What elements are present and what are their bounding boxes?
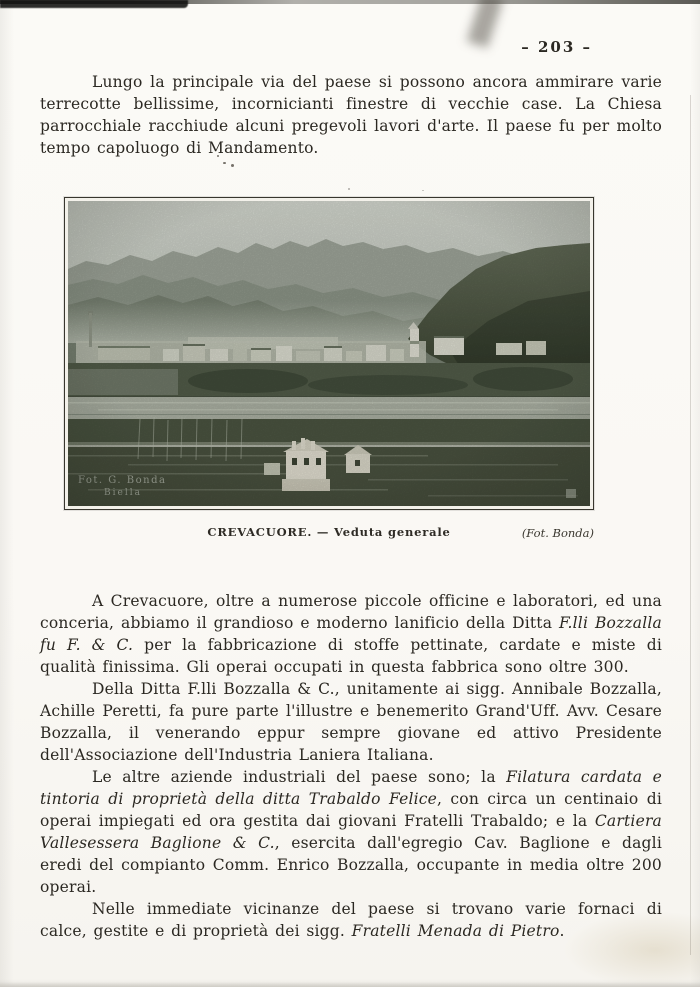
dust-speck (422, 190, 424, 191)
paragraph-run-italic: F.lli Bozzalla fu F. & C. (40, 614, 662, 654)
intro-paragraph-block (40, 71, 662, 159)
photo-frame (64, 197, 594, 510)
figure-caption-title: CREVACUORE. — Veduta generale (207, 525, 451, 539)
paragraph (40, 678, 662, 766)
paragraph-run-italic: Cartiera Vallesessera Baglione & C. (40, 812, 662, 852)
paragraph-run: per la fabbricazione di stoffe pettinate, cardate e miste di qualità finissima. Gli operai occupati in questa fabbrica sono oltre 300. (40, 636, 662, 676)
paragraph-run: Nelle immediate vicinanze del paese si trovano varie fornaci di calce, gestite e di proprietà dei sigg. (40, 900, 662, 940)
photo-grain (68, 201, 590, 506)
paragraph-run: , esercita dall'egregio Cav. Baglione e dagli eredi del compianto Comm. Enrico Bozzalla, occupante in media oltre 200 operai. (40, 834, 662, 896)
paragraph-run: , con circa un centinaio di operai impiegati ed ora gestita dai giovani Fratelli Trabaldo; e la (40, 790, 662, 830)
dust-speck (348, 188, 350, 190)
paragraph-run-italic: Filatura cardata e tintoria di proprietà della ditta Trabaldo Felice (40, 768, 662, 808)
paragraph (40, 766, 662, 898)
ink-speck (231, 164, 234, 167)
paragraph-run: A Crevacuore, oltre a numerose piccole officine e laboratori, ed una conceria, abbiamo il grandioso e moderno lanificio della Ditta (40, 592, 662, 632)
scan-edge-top-left (0, 0, 188, 8)
paragraph (40, 590, 662, 678)
paragraph-run: Della Ditta F.lli Bozzalla & C., unitamente ai sigg. Annibale Bozzalla, Achille Peretti, fa pure parte l'illustre e benemerito Grand'Uff. Avv. Cesare Bozzalla, il venerando eppur sempre giovane ed attivo Presidente dell'Associazione dell'Industria Laniera Italiana. (40, 680, 662, 764)
paragraph (40, 71, 662, 159)
paragraph-run-italic: Fratelli Menada di Pietro (351, 922, 560, 940)
photo-veduta-generale (68, 201, 590, 506)
figure-crevacuore (64, 197, 594, 539)
figure-caption-credit: (Fot. Bonda) (521, 526, 594, 540)
scan-fold-line (690, 95, 691, 955)
paragraph-run: Le altre aziende industriali del paese sono; la (92, 768, 507, 786)
paragraph-run: . (559, 922, 565, 940)
paragraph-run: Lungo la principale via del paese si possono ancora ammirare varie terrecotte bellissime, incornicianti finestre di vecchie case. La Chiesa parrocchiale racchiude alcuni pregevoli lavori d'arte. Il paese fu per molto tempo capoluogo di Mandamento. (40, 73, 662, 157)
figure-caption (64, 525, 594, 539)
page-number: – 203 – (521, 38, 592, 56)
scan-edge-bottom (0, 982, 700, 987)
body-paragraphs-block (40, 590, 662, 942)
paragraph (40, 898, 662, 942)
ink-speck (223, 162, 226, 164)
